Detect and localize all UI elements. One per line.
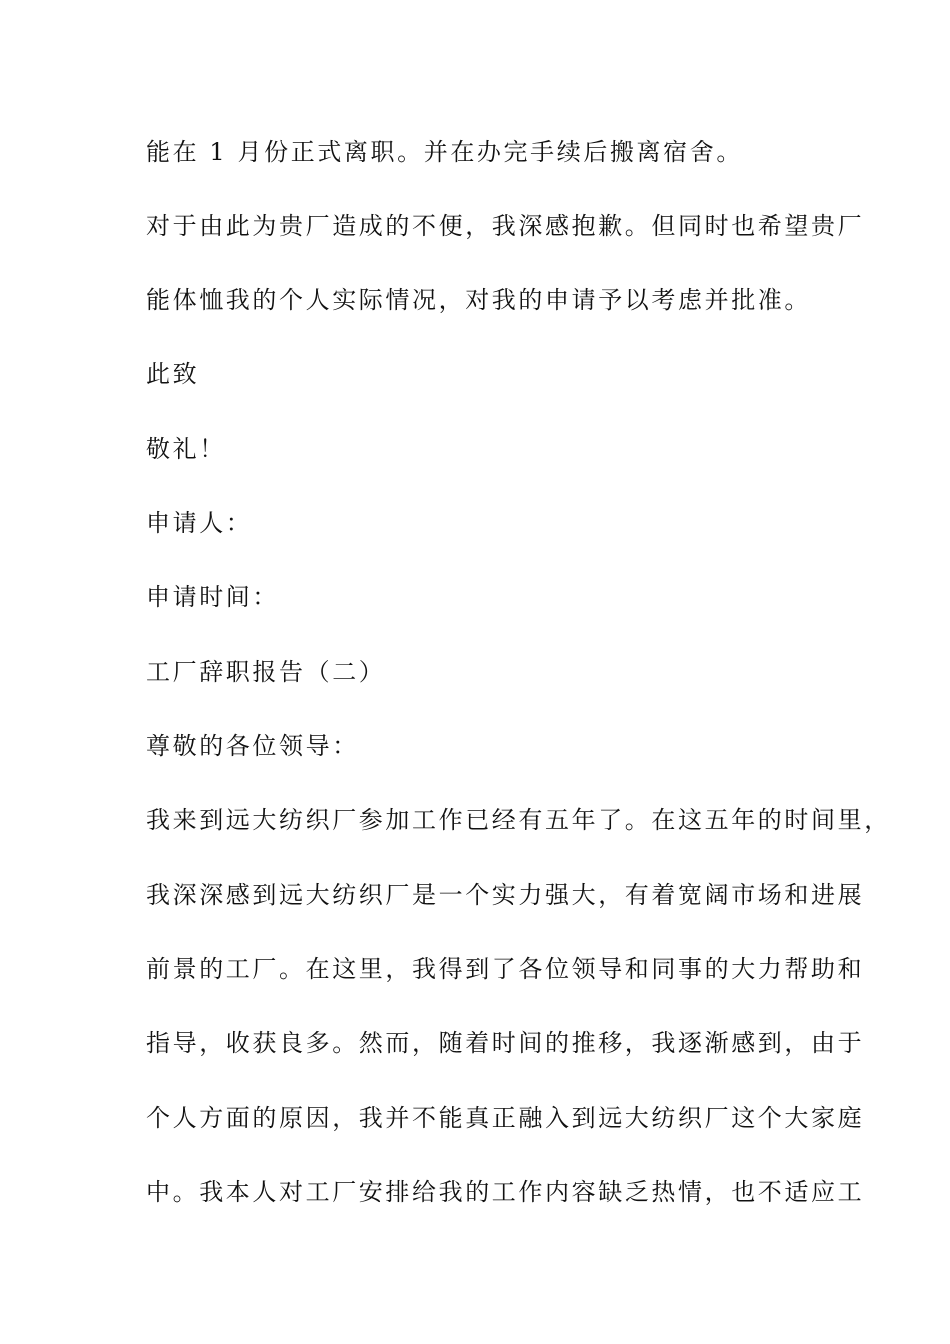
closing-regards: 敬礼！ bbox=[146, 435, 226, 463]
text-line-15: 中。我本人对工厂安排给我的工作内容缺乏热情，也不适应工 bbox=[146, 1178, 865, 1206]
text-line-13: 指导，收获良多。然而，随着时间的推移，我逐渐感到，由于 bbox=[146, 1029, 865, 1057]
text-line-10: 我来到远大纺织厂参加工作已经有五年了。在这五年的时间里， bbox=[146, 806, 891, 834]
section-title: 工厂辞职报告（二） bbox=[146, 658, 386, 686]
text-line-12: 前景的工厂。在这里，我得到了各位领导和同事的大力帮助和 bbox=[146, 955, 865, 983]
text-line-14: 个人方面的原因，我并不能真正融入到远大纺织厂这个大家庭 bbox=[146, 1104, 865, 1132]
application-date-label: 申请时间： bbox=[146, 583, 279, 611]
letter-greeting: 尊敬的各位领导： bbox=[146, 732, 359, 760]
text-line-2: 对于由此为贵厂造成的不便，我深感抱歉。但同时也希望贵厂 bbox=[146, 212, 865, 240]
text-line-3: 能体恤我的个人实际情况，对我的申请予以考虑并批准。 bbox=[146, 286, 811, 314]
applicant-label: 申请人： bbox=[146, 509, 253, 537]
text-line-11: 我深深感到远大纺织厂是一个实力强大，有着宽阔市场和进展 bbox=[146, 881, 865, 909]
text-line-1: 能在 1 月份正式离职。并在办完手续后搬离宿舍。 bbox=[146, 138, 743, 166]
closing-salutation: 此致 bbox=[146, 360, 200, 388]
